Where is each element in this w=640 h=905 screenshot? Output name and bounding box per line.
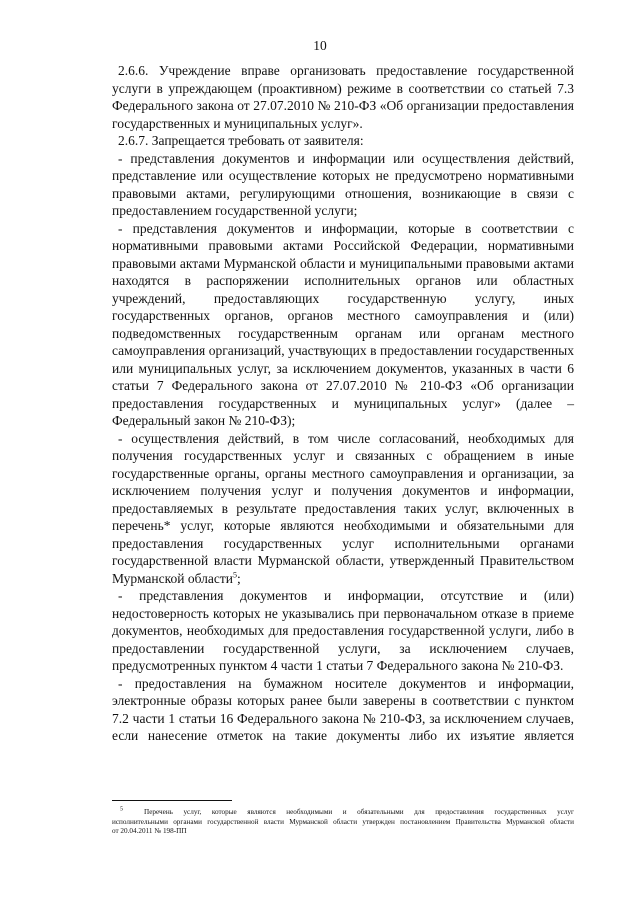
text-line xyxy=(112,167,574,185)
text-line xyxy=(112,587,574,605)
text-line-content: - предоставления на бумажном носителе документов и информации, xyxy=(118,675,574,691)
text-line-content: или муниципальных услуг, за исключением документов, указанных в части 6 xyxy=(112,360,574,376)
text-line-content: 7.2 части 1 статьи 16 Федерального закона № 210-ФЗ, за исключением случаев, xyxy=(112,710,574,726)
text-line xyxy=(112,185,574,203)
text-line xyxy=(112,255,574,273)
text-line-content: самоуправления организаций, участвующих в предоставлении государственных xyxy=(112,343,574,358)
text-line xyxy=(112,430,574,448)
footnote-line xyxy=(112,818,574,828)
text-line-content: нормативными правовыми актами Российской Федерации, нормативными xyxy=(112,238,574,253)
text-line xyxy=(112,97,574,115)
footnote-line xyxy=(112,808,574,818)
text-line xyxy=(112,377,574,395)
text-line xyxy=(112,132,574,150)
text-line xyxy=(112,570,574,588)
text-line xyxy=(112,657,574,675)
text-line xyxy=(112,290,574,308)
text-line-content: предусмотренных пунктом 4 части 1 статьи 7 Федерального закона № 210-ФЗ. xyxy=(112,658,564,673)
text-line xyxy=(112,622,574,640)
page-number: 10 xyxy=(313,38,327,53)
text-line xyxy=(112,675,574,693)
text-line-content: электронные образы которых ранее были заверены в соответствии с пунктом xyxy=(112,693,574,708)
text-line xyxy=(112,342,574,360)
text-line xyxy=(112,272,574,290)
footnote-mark: 5 xyxy=(120,806,123,813)
text-line-content: Федерального закона от 27.07.2010 № 210-ФЗ «Об организации предоставления xyxy=(112,98,574,113)
text-line-content: предоставлении государственной услуги, за исключением случаев, xyxy=(112,640,574,656)
text-line-tail: ; xyxy=(236,570,241,586)
text-line xyxy=(112,692,574,710)
footnote-line xyxy=(112,827,574,837)
text-line xyxy=(112,535,574,553)
text-line-content: исключением получения услуг и получения документов и информации, xyxy=(112,483,574,498)
footnote-line-content: от 20.04.2011 № 198-ПП xyxy=(112,827,187,835)
text-line xyxy=(112,360,574,378)
text-line-content: предоставляемых в результате предоставления таких услуг, включенных в xyxy=(112,500,574,516)
footnote-line-content: Перечень услуг, которые являются необходимыми и обязательными для предоставления государственных услуг xyxy=(144,808,574,816)
text-line-content: Федеральный закон № 210-ФЗ); xyxy=(112,413,296,428)
text-line-content: документов, необходимых для предоставления государственной услуги, либо в xyxy=(112,623,574,638)
text-line xyxy=(112,640,574,658)
text-line-content: предоставлением государственной услуги; xyxy=(112,203,358,218)
text-line-content: - представления документов и информации, отсутствие и (или) xyxy=(118,588,574,603)
footnote-divider xyxy=(112,800,232,801)
text-line-content: государственных органов, органов местного самоуправления и (или) xyxy=(112,308,574,323)
text-line xyxy=(112,62,574,80)
text-line xyxy=(112,465,574,483)
text-line xyxy=(112,220,574,238)
text-line xyxy=(112,482,574,500)
document-body xyxy=(112,62,574,745)
text-line-content: - осуществления действий, в том числе согласований, необходимых для xyxy=(118,430,574,446)
text-line xyxy=(112,115,574,133)
text-line-content: Мурманской области xyxy=(112,570,233,586)
text-line-content: предоставления государственных и муниципальных услуг» (далее – xyxy=(112,395,574,411)
text-line-content: - представления документов и информации, которые в соответствии с xyxy=(118,220,574,236)
text-line xyxy=(112,150,574,168)
text-line xyxy=(112,552,574,570)
text-line-content: государственных и муниципальных услуг». xyxy=(112,115,363,131)
text-line xyxy=(112,307,574,325)
text-line xyxy=(112,412,574,430)
footnote xyxy=(112,808,574,837)
text-line-content: государственной власти Мурманской области, утвержденный Правительством xyxy=(112,553,574,568)
text-line xyxy=(112,605,574,623)
text-line-content: если нанесение отметок на такие документы либо их изъятие является xyxy=(112,728,574,743)
footnote-line-content: исполнительными органами государственной власти Мурманской области утвержден постановлением Правительства Мурманской области xyxy=(112,817,574,826)
text-line-content: государственные органы, органы местного самоуправления и организации, за xyxy=(112,465,574,481)
text-line-content: статьи 7 Федерального закона от 27.07.2010 № 210-ФЗ «Об организации xyxy=(112,378,574,393)
text-line xyxy=(112,395,574,413)
text-line-content: правовыми актами Мурманской области и муниципальными правовыми актами xyxy=(112,255,574,271)
text-line xyxy=(112,517,574,535)
text-line xyxy=(112,202,574,220)
text-line-content: находятся в распоряжении исполнительных органов или областных xyxy=(112,273,574,288)
text-line xyxy=(112,500,574,518)
text-line xyxy=(112,80,574,98)
text-line xyxy=(112,325,574,343)
text-line xyxy=(112,447,574,465)
text-line-content: предоставления государственных услуг исполнительными органами xyxy=(112,535,574,551)
text-line xyxy=(112,710,574,728)
text-line-content: получения государственных услуг и связанных с обращением в иные xyxy=(112,448,574,463)
text-line-content: услуги в упреждающем (проактивном) режиме в соответствии со статьей 7.3 xyxy=(112,80,574,96)
text-line-content: 2.6.7. Запрещается требовать от заявителя: xyxy=(118,133,364,148)
text-line-content: перечень* услуг, которые являются необходимыми и обязательными для xyxy=(112,518,574,533)
text-line xyxy=(112,727,574,745)
text-line xyxy=(112,237,574,255)
text-line-content: представление или осуществление которых не предусмотрено нормативными xyxy=(112,168,574,183)
text-line-content: подведомственных государственным органам или органам местного xyxy=(112,325,574,341)
text-line-content: учреждений, предоставляющих государственную услугу, иных xyxy=(112,290,574,306)
text-line-content: 2.6.6. Учреждение вправе организовать предоставление государственной xyxy=(118,63,574,78)
text-line-content: - представления документов и информации или осуществления действий, xyxy=(118,150,574,166)
text-line-content: правовыми актами, регулирующими отношения, возникающие в связи с xyxy=(112,185,574,201)
text-line-content: недостоверность которых не указывались при первоначальном отказе в приеме xyxy=(112,605,574,621)
footnote-reference: 5 xyxy=(232,570,237,579)
